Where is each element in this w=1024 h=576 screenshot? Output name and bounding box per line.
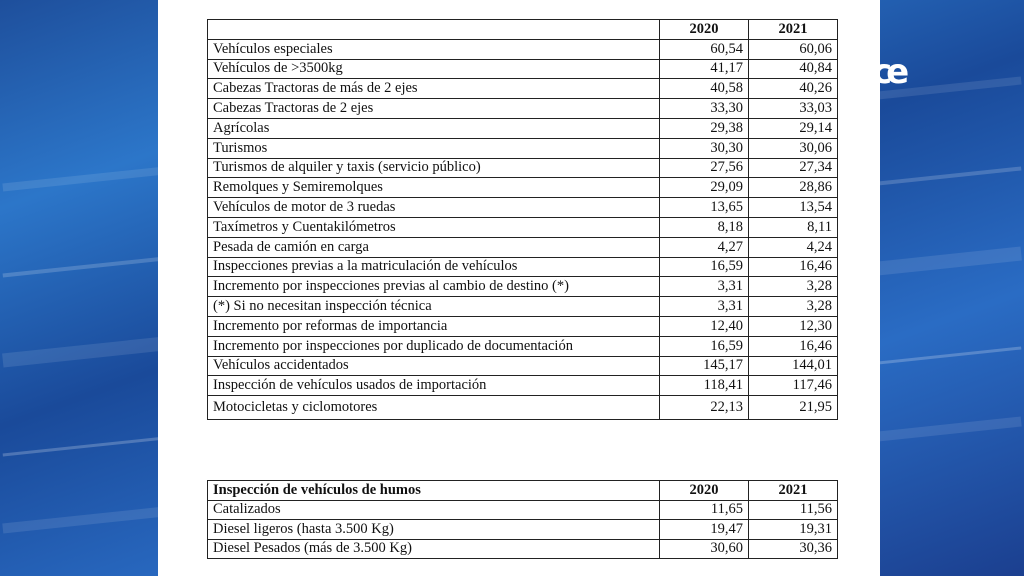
cell-2020: 13,65: [660, 198, 749, 218]
cell-concept: Taxímetros y Cuentakilómetros: [208, 217, 660, 237]
table-row: [208, 198, 838, 218]
table-row: [208, 118, 838, 138]
cell-2020: 145,17: [660, 356, 749, 376]
header-year-2020: 2020: [660, 20, 749, 40]
cell-concept: Catalizados: [208, 500, 660, 520]
table-row: [208, 237, 838, 257]
cell-2021: 3,28: [749, 277, 838, 297]
cell-2021: 4,24: [749, 237, 838, 257]
cell-2020: 19,47: [660, 520, 749, 540]
cell-concept: Vehículos de >3500kg: [208, 59, 660, 79]
cell-2021: 33,03: [749, 99, 838, 119]
cell-concept: Incremento por inspecciones por duplicado de documentación: [208, 336, 660, 356]
cell-2021: 27,34: [749, 158, 838, 178]
table-row: [208, 99, 838, 119]
cell-2020: 60,54: [660, 39, 749, 59]
header-year-2021: 2021: [749, 481, 838, 501]
cell-concept: Pesada de camión en carga: [208, 237, 660, 257]
cell-2021: 117,46: [749, 376, 838, 396]
table-row: [208, 158, 838, 178]
cell-2020: 27,56: [660, 158, 749, 178]
table-row: [208, 79, 838, 99]
cell-2021: 30,36: [749, 539, 838, 559]
cell-2021: 40,84: [749, 59, 838, 79]
cell-concept: Cabezas Tractoras de 2 ejes: [208, 99, 660, 119]
cell-2020: 3,31: [660, 277, 749, 297]
cell-2020: 33,30: [660, 99, 749, 119]
cell-2021: 40,26: [749, 79, 838, 99]
cell-concept: Vehículos accidentados: [208, 356, 660, 376]
cell-concept: Vehículos especiales: [208, 39, 660, 59]
cell-concept: Incremento por reformas de importancia: [208, 316, 660, 336]
inspection-fees-table: [207, 19, 838, 420]
header-concept: [208, 20, 660, 40]
cell-2020: 12,40: [660, 316, 749, 336]
table-row: [208, 316, 838, 336]
emissions-inspection-table: [207, 480, 838, 559]
cell-2020: 118,41: [660, 376, 749, 396]
cell-2021: 13,54: [749, 198, 838, 218]
header-emissions-title: Inspección de vehículos de humos: [208, 481, 660, 501]
cell-2021: 30,06: [749, 138, 838, 158]
table-row: [208, 178, 838, 198]
table-row: [208, 138, 838, 158]
cell-2021: 12,30: [749, 316, 838, 336]
cell-concept: Inspecciones previas a la matriculación de vehículos: [208, 257, 660, 277]
cell-concept: Inspección de vehículos usados de importación: [208, 376, 660, 396]
header-year-2020: 2020: [660, 481, 749, 501]
table-header-row: [208, 481, 838, 501]
cell-2021: 21,95: [749, 396, 838, 420]
cell-concept: Turismos: [208, 138, 660, 158]
cell-2020: 30,60: [660, 539, 749, 559]
cell-2021: 28,86: [749, 178, 838, 198]
table-row: [208, 376, 838, 396]
cell-2021: 144,01: [749, 356, 838, 376]
cell-2021: 19,31: [749, 520, 838, 540]
cell-2021: 60,06: [749, 39, 838, 59]
table-row: [208, 297, 838, 317]
cell-concept: Motocicletas y ciclomotores: [208, 396, 660, 420]
cell-2021: 16,46: [749, 257, 838, 277]
cell-concept: Remolques y Semiremolques: [208, 178, 660, 198]
cell-concept: Vehículos de motor de 3 ruedas: [208, 198, 660, 218]
cell-2020: 41,17: [660, 59, 749, 79]
cell-concept: (*) Si no necesitan inspección técnica: [208, 297, 660, 317]
cell-2021: 8,11: [749, 217, 838, 237]
cell-2021: 3,28: [749, 297, 838, 317]
cell-2020: 30,30: [660, 138, 749, 158]
table-row: [208, 336, 838, 356]
table-row: [208, 217, 838, 237]
cell-2020: 11,65: [660, 500, 749, 520]
table-row: [208, 520, 838, 540]
cell-concept: Cabezas Tractoras de más de 2 ejes: [208, 79, 660, 99]
table-row: [208, 396, 838, 420]
cell-concept: Incremento por inspecciones previas al cambio de destino (*): [208, 277, 660, 297]
table-row: [208, 539, 838, 559]
cell-2021: 16,46: [749, 336, 838, 356]
cell-2020: 29,09: [660, 178, 749, 198]
cell-concept: Diesel Pesados (más de 3.500 Kg): [208, 539, 660, 559]
table-row: [208, 500, 838, 520]
cell-concept: Diesel ligeros (hasta 3.500 Kg): [208, 520, 660, 540]
table-row: [208, 356, 838, 376]
table-row: [208, 257, 838, 277]
cell-concept: Turismos de alquiler y taxis (servicio público): [208, 158, 660, 178]
cell-2020: 40,58: [660, 79, 749, 99]
channel-logo: ce: [872, 52, 904, 92]
cell-2021: 29,14: [749, 118, 838, 138]
table-header-row: [208, 20, 838, 40]
cell-2020: 8,18: [660, 217, 749, 237]
cell-2020: 29,38: [660, 118, 749, 138]
cell-2020: 16,59: [660, 336, 749, 356]
header-year-2021: 2021: [749, 20, 838, 40]
cell-concept: Agrícolas: [208, 118, 660, 138]
cell-2020: 3,31: [660, 297, 749, 317]
cell-2020: 22,13: [660, 396, 749, 420]
table-row: [208, 39, 838, 59]
cell-2021: 11,56: [749, 500, 838, 520]
table-row: [208, 59, 838, 79]
cell-2020: 4,27: [660, 237, 749, 257]
cell-2020: 16,59: [660, 257, 749, 277]
table-row: [208, 277, 838, 297]
